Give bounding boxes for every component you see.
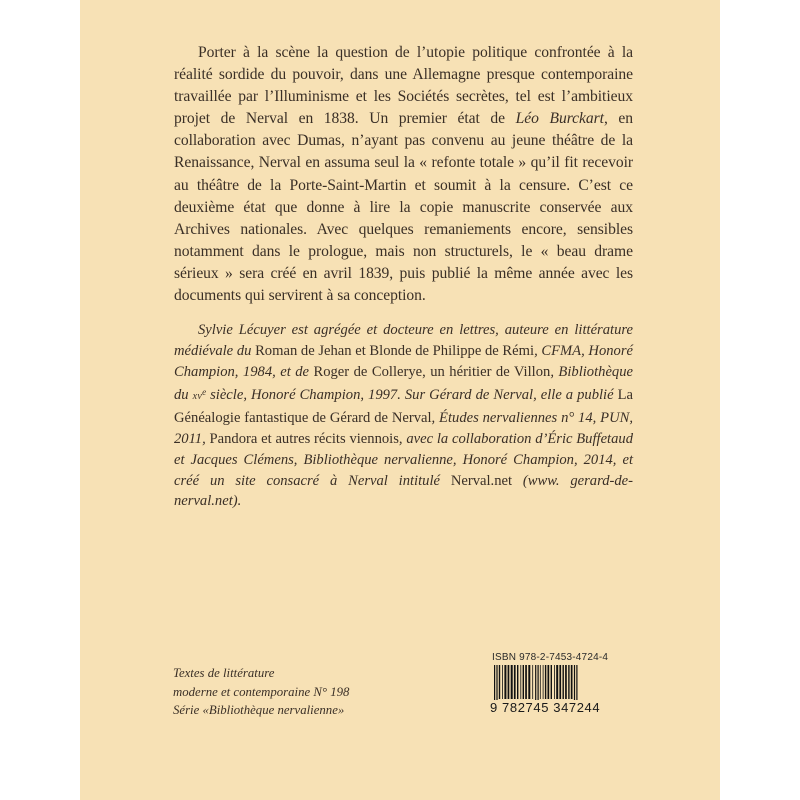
book-title: Roger de Collerye, un héritier de Villon — [313, 363, 551, 380]
website-name: Nerval.net — [450, 472, 513, 489]
barcode-bar — [517, 665, 518, 699]
barcode-bar — [502, 665, 503, 699]
blurb-paragraph — [174, 42, 633, 307]
barcode-bar — [556, 665, 558, 699]
barcode — [490, 652, 642, 716]
barcode-bar — [545, 665, 546, 699]
barcode-bar — [559, 665, 561, 699]
author-bio-text: siècle, Honoré Champion, 1997. Sur Gérard de Nerval, elle a publié — [206, 387, 618, 404]
barcode-bars — [490, 665, 640, 705]
barcode-bar — [508, 665, 510, 699]
barcode-bar — [520, 665, 521, 699]
barcode-bar — [574, 665, 575, 705]
barcode-bar — [568, 665, 569, 699]
barcode-bar — [548, 665, 550, 699]
barcode-bar — [538, 665, 539, 705]
book-title: Roman de Jehan et Blonde de Philippe de Rémi — [255, 342, 535, 359]
series-line: moderne et contemporaine N° 198 — [173, 684, 350, 699]
barcode-bar — [563, 665, 564, 699]
barcode-bar — [540, 665, 541, 699]
author-bio-text: Sylvie Lécuyer est agrégée et docteure en lettres, auteure en littérature médiévale du — [174, 322, 633, 359]
blurb-text-start: Porter à la scène la question de l’utopie politique confrontée à la réalité sordide du pouvoir, dans une Allemagne presque contemporaine travaillée par l’Illuminisme et les Sociétés secrètes, tel est l’ambitieux projet de Nerval en 1838. Un premier état de — [174, 44, 633, 128]
play-title: Léo Burckart — [515, 110, 604, 128]
century-superscript: e — [202, 387, 207, 398]
barcode-bar — [528, 665, 530, 699]
barcode-digits: 9 782745 347244 — [490, 700, 640, 715]
barcode-bar — [523, 665, 524, 699]
barcode-bar — [525, 665, 527, 699]
barcode-bar — [532, 665, 533, 699]
barcode-bar — [514, 665, 516, 699]
author-bio-text: , avec la collaboration d’Éric Buffetaud et Jacques Clémens, Bibliothèque nervalienne, Honoré Champion, 2014, et créé un site consacré à Nerval intitulé — [174, 430, 633, 489]
book-blurb — [174, 42, 633, 307]
blurb-text-end: , en collaboration avec Dumas, n’ayant pas convenu au jeune théâtre de la Renaissance, Nerval en assuma seul la « refonte totale » qu’il fit recevoir au théâtre de la Porte-Saint-Martin et soumit à la censure. C’est ce deuxième état que donne à lire la copie manuscrite conservée aux Archives nationales. Avec quelques remaniements encore, sensibles notamment dans le prologue, mais non structurels, le « beau drame sérieux » sera créé en avril 1839, puis publié la même année avec les documents qui servirent à sa conception. — [174, 110, 633, 305]
barcode-bar — [494, 665, 495, 705]
barcode-bar — [571, 665, 573, 699]
barcode-bar — [496, 665, 497, 705]
barcode-bar — [499, 665, 500, 699]
barcode-bar — [543, 665, 544, 699]
author-bio — [174, 320, 633, 512]
barcode-bar — [511, 665, 513, 699]
isbn-label: ISBN 978-2-7453-4724-4 — [492, 652, 609, 663]
book-title: La Généalogie fantastique de Gérard de Nerval — [174, 387, 633, 427]
author-bio-text: , Études nervaliennes n° 14, PUN, 2011, — [174, 410, 633, 447]
series-info — [173, 664, 349, 720]
barcode-bar — [576, 665, 577, 705]
series-line: Série «Bibliothèque nervalienne» — [173, 703, 345, 718]
barcode-bar — [565, 665, 567, 699]
barcode-bar — [504, 665, 506, 699]
author-bio-text: , Bibliothèque du — [174, 363, 634, 404]
century-roman-numeral: $xv^e$ — [192, 387, 207, 403]
series-line: Textes de littérature — [173, 666, 275, 680]
barcode-bar — [554, 665, 555, 699]
barcode-bar — [535, 665, 536, 705]
author-bio-text: (www. gerard-de-nerval.net). — [174, 472, 633, 510]
back-cover — [80, 0, 720, 800]
book-title: Pandora et autres récits viennois — [209, 430, 399, 447]
author-bio-text: , CFMA, Honoré Champion, 1984, et de — [174, 342, 633, 380]
barcode-bar — [551, 665, 552, 699]
